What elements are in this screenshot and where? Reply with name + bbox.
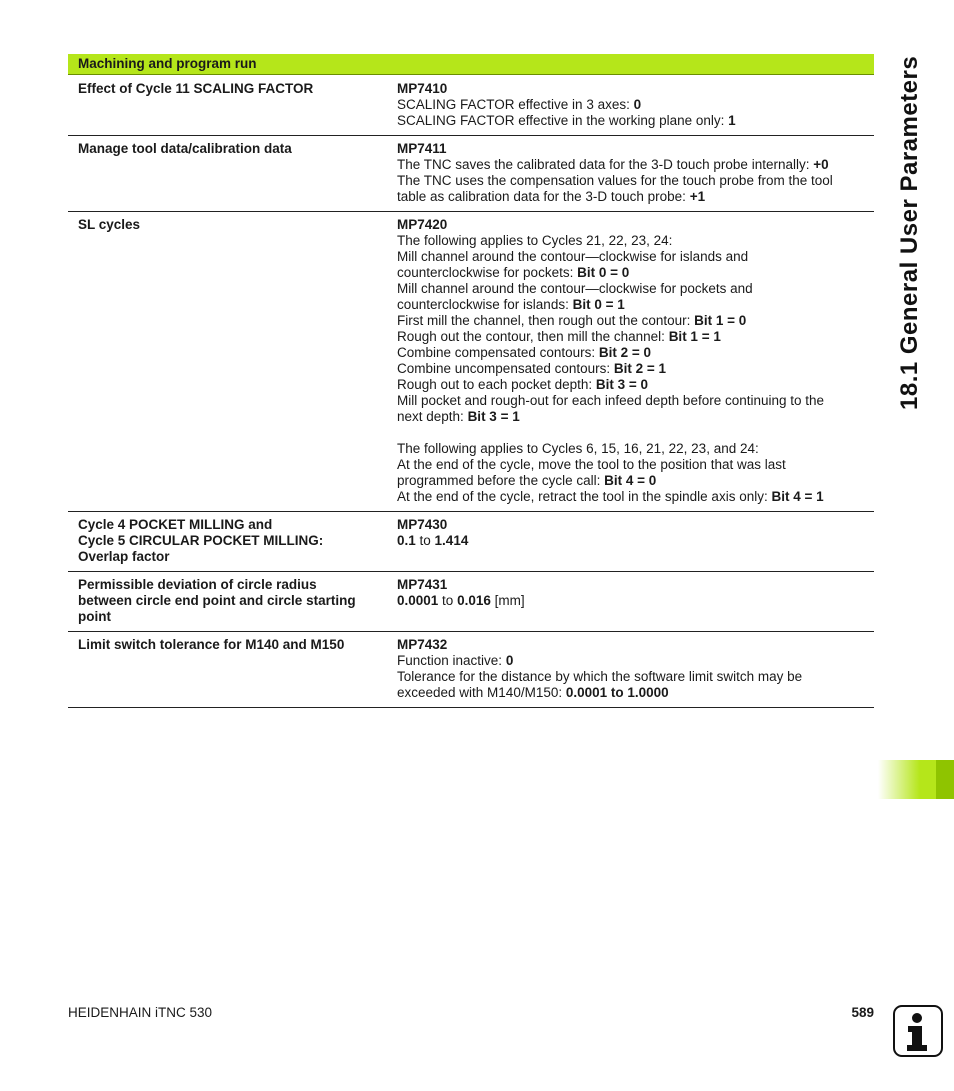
setting-value: Bit 4 = 0 — [604, 473, 657, 488]
description-line — [397, 361, 866, 377]
description-line — [397, 297, 866, 313]
machine-parameter-id: MP7431 — [397, 577, 448, 592]
description-text: Rough out the contour, then mill the channel: — [397, 329, 669, 344]
setting-value: +0 — [813, 157, 829, 172]
description-text: Combine uncompensated contours: — [397, 361, 614, 376]
description-text: The TNC saves the calibrated data for the 3-D touch probe internally: — [397, 157, 814, 172]
description-line — [397, 249, 866, 265]
description-text: Combine compensated contours: — [397, 345, 599, 360]
description-line — [397, 457, 866, 473]
description-text: exceeded with M140/M150: — [397, 685, 566, 700]
section-header — [68, 54, 874, 75]
description-line — [397, 233, 866, 249]
parameter-name-line: Permissible deviation of circle radius — [78, 577, 317, 592]
description-line — [397, 329, 866, 345]
chapter-tab-marker — [878, 760, 954, 799]
parameter-description — [397, 572, 874, 632]
parameter-name — [68, 136, 397, 212]
machine-parameter-id: MP7432 — [397, 637, 448, 652]
description-line — [397, 685, 866, 701]
parameter-description — [397, 212, 874, 512]
parameter-name — [68, 512, 397, 572]
description-line — [397, 265, 866, 281]
table-row — [68, 76, 874, 136]
machine-parameter-id: MP7420 — [397, 217, 448, 232]
description-text: Function inactive: — [397, 653, 506, 668]
machine-parameter-id: MP7430 — [397, 517, 448, 532]
parameter-description — [397, 512, 874, 572]
parameter-name — [68, 76, 397, 136]
table-row — [68, 512, 874, 572]
parameter-description — [397, 632, 874, 708]
description-line — [397, 189, 866, 205]
parameter-name-line: between circle end point and circle starting — [78, 593, 356, 608]
setting-value: +1 — [689, 189, 706, 204]
description-text: SCALING FACTOR effective in 3 axes: — [397, 97, 634, 112]
setting-value: 0.0001 — [397, 593, 439, 608]
description-text: [mm] — [490, 593, 525, 608]
blank-line — [397, 425, 866, 441]
section-title: Machining and program run — [78, 56, 257, 71]
description-line — [397, 669, 866, 685]
description-text: First mill the channel, then rough out the contour: — [397, 313, 695, 328]
footer-product-name: HEIDENHAIN iTNC 530 — [68, 1005, 213, 1020]
setting-value: Bit 1 = 1 — [668, 329, 721, 344]
table-row — [68, 212, 874, 512]
setting-value: 1 — [728, 113, 736, 128]
setting-value: Bit 2 = 1 — [613, 361, 667, 376]
description-text: The TNC uses the compensation values for the touch probe from the tool — [397, 173, 833, 188]
description-text: The following applies to Cycles 6, 15, 16, 21, 22, 23, and 24: — [397, 441, 759, 456]
description-text: SCALING FACTOR effective in the working plane only: — [397, 113, 729, 128]
setting-value: 0.1 — [397, 533, 416, 548]
chapter-side-title: 18.1 General User Parameters — [896, 55, 923, 410]
description-text: Tolerance for the distance by which the software limit switch may be — [397, 669, 803, 684]
table-row — [68, 572, 874, 632]
setting-value: Bit 3 = 0 — [595, 377, 649, 392]
parameter-name — [68, 572, 397, 632]
description-line — [397, 393, 866, 409]
parameter-name-line: Limit switch tolerance for M140 and M150 — [78, 637, 345, 652]
parameter-table — [68, 76, 874, 708]
description-text: Rough out to each pocket depth: — [397, 377, 596, 392]
parameter-name-line: Cycle 5 CIRCULAR POCKET MILLING: — [78, 533, 324, 548]
machine-parameter-id: MP7410 — [397, 81, 448, 96]
parameter-name-line: Cycle 4 POCKET MILLING and — [78, 517, 273, 532]
table-row — [68, 136, 874, 212]
parameter-name — [68, 632, 397, 708]
description-line — [397, 593, 866, 609]
parameter-name-line: Overlap factor — [78, 549, 170, 564]
description-text: counterclockwise for pockets: — [397, 265, 578, 280]
machine-parameter-id: MP7411 — [397, 141, 447, 156]
description-line — [397, 97, 866, 113]
setting-value: Bit 1 = 0 — [694, 313, 747, 328]
description-text: to — [438, 593, 458, 608]
description-text: At the end of the cycle, retract the tool in the spindle axis only: — [397, 489, 772, 504]
page-number: 589 — [851, 1005, 874, 1020]
description-line — [397, 409, 866, 425]
description-line — [397, 653, 866, 669]
setting-value: Bit 3 = 1 — [467, 409, 520, 424]
description-text: next depth: — [397, 409, 468, 424]
description-line — [397, 489, 866, 505]
description-text: At the end of the cycle, move the tool to the position that was last — [397, 457, 786, 472]
description-line — [397, 313, 866, 329]
description-text: Mill channel around the contour—clockwise for pockets and — [397, 281, 753, 296]
parameter-description — [397, 76, 874, 136]
setting-value: Bit 0 = 0 — [577, 265, 630, 280]
description-line — [397, 533, 866, 549]
description-line — [397, 345, 866, 361]
description-line — [397, 157, 866, 173]
table-row — [68, 632, 874, 708]
parameter-name-line: point — [78, 609, 111, 624]
description-text: programmed before the cycle call: — [397, 473, 605, 488]
description-line — [397, 281, 866, 297]
description-text: The following applies to Cycles 21, 22, 23, 24: — [397, 233, 673, 248]
setting-value: 0 — [633, 97, 642, 112]
description-text: to — [415, 533, 435, 548]
description-text: Mill channel around the contour—clockwise for islands and — [397, 249, 749, 264]
parameter-name-line: Manage tool data/calibration data — [78, 141, 292, 156]
description-text: Mill pocket and rough-out for each infeed depth before continuing to the — [397, 393, 825, 408]
description-line — [397, 377, 866, 393]
parameter-description — [397, 136, 874, 212]
setting-value: Bit 0 = 1 — [572, 297, 625, 312]
description-text: table as calibration data for the 3-D touch probe: — [397, 189, 690, 204]
parameter-name — [68, 212, 397, 512]
parameter-name-line: Effect of Cycle 11 SCALING FACTOR — [78, 81, 314, 96]
setting-value: 0.0001 to 1.0000 — [565, 685, 669, 700]
setting-value: 0.016 — [457, 593, 491, 608]
description-line — [397, 473, 866, 489]
description-line — [397, 173, 866, 189]
description-line — [397, 441, 866, 457]
setting-value: Bit 4 = 1 — [771, 489, 824, 504]
setting-value: 1.414 — [434, 533, 469, 548]
description-line — [397, 113, 866, 129]
setting-value: 0 — [505, 653, 514, 668]
setting-value: Bit 2 = 0 — [598, 345, 652, 360]
description-text: counterclockwise for islands: — [397, 297, 573, 312]
info-icon — [893, 1005, 943, 1057]
parameter-name-line: SL cycles — [78, 217, 141, 232]
